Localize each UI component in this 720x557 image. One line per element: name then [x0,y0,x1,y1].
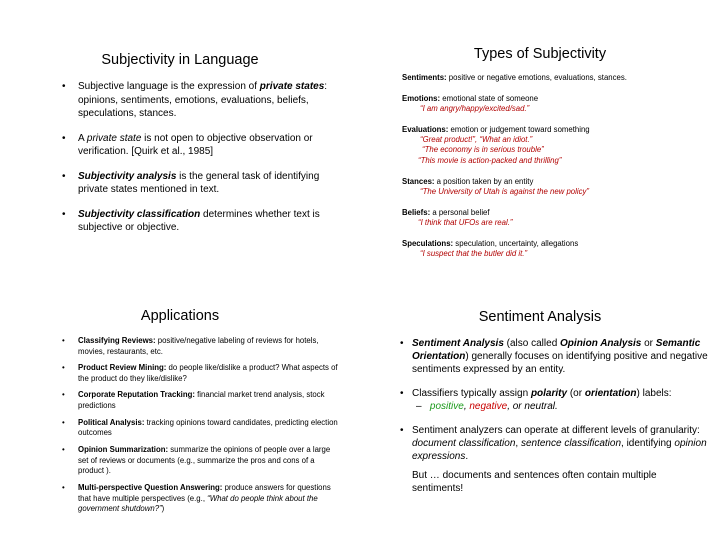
slide-subjectivity-in-language [0,0,360,278]
closing-note: But … documents and sentences often contain multiple sentiments! [412,470,657,494]
bullet-list [62,336,342,521]
list-item: • Classifiers typically assign polarity (or orientation) labels: – positive, negative, or neutral. [400,387,710,413]
bullet-icon: • [62,482,65,492]
definition-beliefs: Beliefs: a personal belief “I think that UFOs are real.” [402,208,702,229]
list-item: • Multi-perspective Question Answering: produce answers for questions that have multiple perspectives (e.g., “What do people think about the government shutdown?”) [62,482,331,514]
slide-title: Sentiment Analysis [478,309,602,325]
example-quote: “I think that UFOs are real.” [418,217,513,227]
bullet-icon: • [62,417,65,427]
bullet-icon: • [62,132,66,144]
example-quote: “This movie is action-packed and thrilling” [418,155,562,165]
bullet-icon: • [62,208,66,220]
definition-evaluations: Evaluations: emotion or judgement toward something “Great product!”, “What an idiot.” “The economy is in serious trouble” “This movie is action-packed and thrilling” [402,125,702,166]
example-quote: “I suspect that the butler did it.” [420,249,528,259]
slide-title: Subjectivity in Language [101,52,259,68]
example-quote: “The University of Utah is against the new policy” [420,186,590,196]
list-item: • Sentiment analyzers can operate at different levels of granularity: document classification, sentence classification, identifying opinion expressions. [400,425,707,462]
definition-emotions: Emotions: emotional state of someone “I am angry/happy/excited/sad.” [402,94,702,115]
example-quote: “Great product!”, “What an idiot.” [420,135,533,145]
slide-applications [0,279,360,557]
list-item: • A private state is not open to objective observation or verification. [Quirk et al., 1985] [62,132,313,157]
list-item: • Subjective language is the expression of private states: opinions, sentiments, emotions, evaluations, beliefs, speculations, stances. [62,81,328,119]
slide-types-of-subjectivity [360,0,720,278]
bullet-icon: • [62,444,65,454]
bullet-icon: • [62,390,65,400]
dash-icon: – [416,401,422,412]
definition-stances: Stances: a position taken by an entity “The University of Utah is against the new policy” [402,177,702,198]
example-quote: “I am angry/happy/excited/sad.” [420,104,530,114]
definition-sentiments: Sentiments: positive or negative emotions, evaluations, stances. [402,73,627,82]
list-item: • Political Analysis: tracking opinions toward candidates, predicting election outcomes [62,417,338,438]
bullet-icon: • [62,170,66,182]
bullet-list [62,80,332,246]
slide-title: Types of Subjectivity [473,46,607,62]
list-item: • Classifying Reviews: positive/negative labeling of reviews for hotels, movies, restaurants, etc. [62,336,319,356]
list-item: • Subjectivity classification determines whether text is subjective or objective. [62,208,320,233]
example-quote: “The economy is in serious trouble” [422,145,544,155]
bullet-icon: • [62,81,66,92]
bullet-list [400,337,710,474]
polarity-labels: – positive, negative, or neutral. [416,401,558,412]
bullet-icon: • [400,338,404,349]
slide-title: Applications [140,308,220,324]
bullet-icon: • [400,425,404,436]
list-item: • Product Review Mining: do people like/dislike a product? What aspects of the product do they like/dislike? [62,363,338,383]
slide-sentiment-analysis [360,279,720,557]
list-item: • Corporate Reputation Tracking: financial market trend analysis, stock predictions [62,390,325,411]
bullet-icon: • [62,363,65,373]
definition-speculations: Speculations: speculation, uncertainty, allegations “I suspect that the butler did it.” [402,239,702,260]
bullet-icon: • [400,388,404,399]
definition-list [402,73,702,270]
bullet-icon: • [62,336,65,345]
list-item: • Opinion Summarization: summarize the opinions of people over a large set of reviews or documents (e.g., summarize the pros and cons of a product ). [62,444,331,476]
list-item: • Subjectivity analysis is the general task of identifying private states mentioned in text. [62,170,320,195]
list-item: • Sentiment Analysis (also called Opinion Analysis or Semantic Orientation) generally focuses on identifying positive and negative sentiments expressed by an entity. [400,338,708,375]
